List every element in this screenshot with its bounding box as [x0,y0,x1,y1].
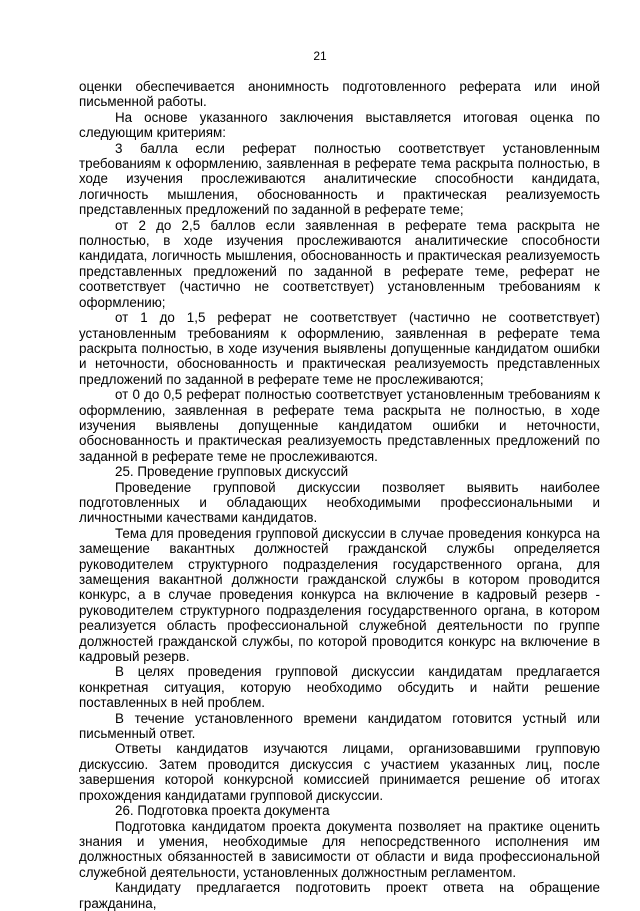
paragraph: Подготовка кандидатом проекта документа позволяет на практике оценить знания и умения, необходимые для непосредственного исполнения им должностных обязанностей в зависимости от области и вида профессиональной служебной деятельности, установленных должностным регламентом. [79,818,600,880]
paragraph: В целях проведения групповой дискуссии кандидатам предлагается конкретная ситуация, которую необходимо обсудить и найти решение поставленных в ней проблем. [79,664,600,711]
section-heading: 25. Проведение групповых дискуссий [115,464,349,480]
page-number: 21 [313,49,327,63]
criterion-paragraph: от 0 до 0,5 реферат полностью соответствует установленным требованиям к оформлению, заявленная в реферате тема раскрыта не полностью, в ходе изучения выявлены допущенные кандидатом ошибки и неточности, обоснованность и практическая реализуемость представленных предложений по заданной в реферате теме не прослеживаются. [79,387,600,464]
paragraph: В течение установленного времени кандидатом готовится устный или письменный ответ. [79,710,600,742]
paragraph: оценки обеспечивается анонимность подготовленного реферата или иной письменной работы. [79,79,600,110]
criterion-paragraph: 3 балла если реферат полностью соответствует установленным требованиям к оформлению, заявленная в реферате тема раскрыта полностью, в ходе изучения прослеживаются аналитические способности кандидата, логичность мышления, обоснованность и практическая реализуемость представленных предложений по заданной в реферате теме; [79,140,600,218]
section-heading: 26. Подготовка проекта документа [115,803,330,819]
paragraph: Кандидату предлагается подготовить проект ответа на обращение гражданина, [79,880,600,911]
document-body [79,79,600,911]
criterion-paragraph: от 1 до 1,5 реферат не соответствует (частично не соответствует) установленным требованиям к оформлению, заявленная в реферате тема раскрыта полностью, в ходе изучения выявлены допущенные кандидатом ошибки и неточности, обоснованность и практическая реализуемость представленных предложений по заданной в реферате теме не прослеживаются; [79,310,600,387]
paragraph: Проведение групповой дискуссии позволяет выявить наиболее подготовленных и обладающих необходимыми профессиональными и личностными качествами кандидатов. [79,479,600,526]
paragraph: Ответы кандидатов изучаются лицами, организовавшими групповую дискуссию. Затем проводится дискуссия с участием указанных лиц, после завершения которой конкурсной комиссией принимается решение об итогах прохождения кандидатами групповой дискуссии. [79,741,600,803]
paragraph: На основе указанного заключения выставляется итоговая оценка по следующим критериям: [79,109,600,141]
paragraph: Тема для проведения групповой дискуссии в случае проведения конкурса на замещение вакантных должностей гражданской службы определяется руководителем структурного подразделения государственного органа, для замещения вакантной должности гражданской службы в котором проводится конкурс, а в случае проведения конкурса на включение в кадровый резерв - руководителем структурного подразделения государственного органа, в котором реализуется область профессиональной служебной деятельности по группе должностей гражданской службы, по которой проводится конкурс на включение в кадровый резерв. [79,525,600,665]
criterion-paragraph: от 2 до 2,5 баллов если заявленная в реферате тема раскрыта не полностью, в ходе изучения прослеживаются аналитические способности кандидата, логичность мышления, обоснованность и практическая реализуемость представленных предложений по заданной в реферате теме, реферат не соответствует (частично не соответствует) установленным требованиям к оформлению; [79,217,600,310]
